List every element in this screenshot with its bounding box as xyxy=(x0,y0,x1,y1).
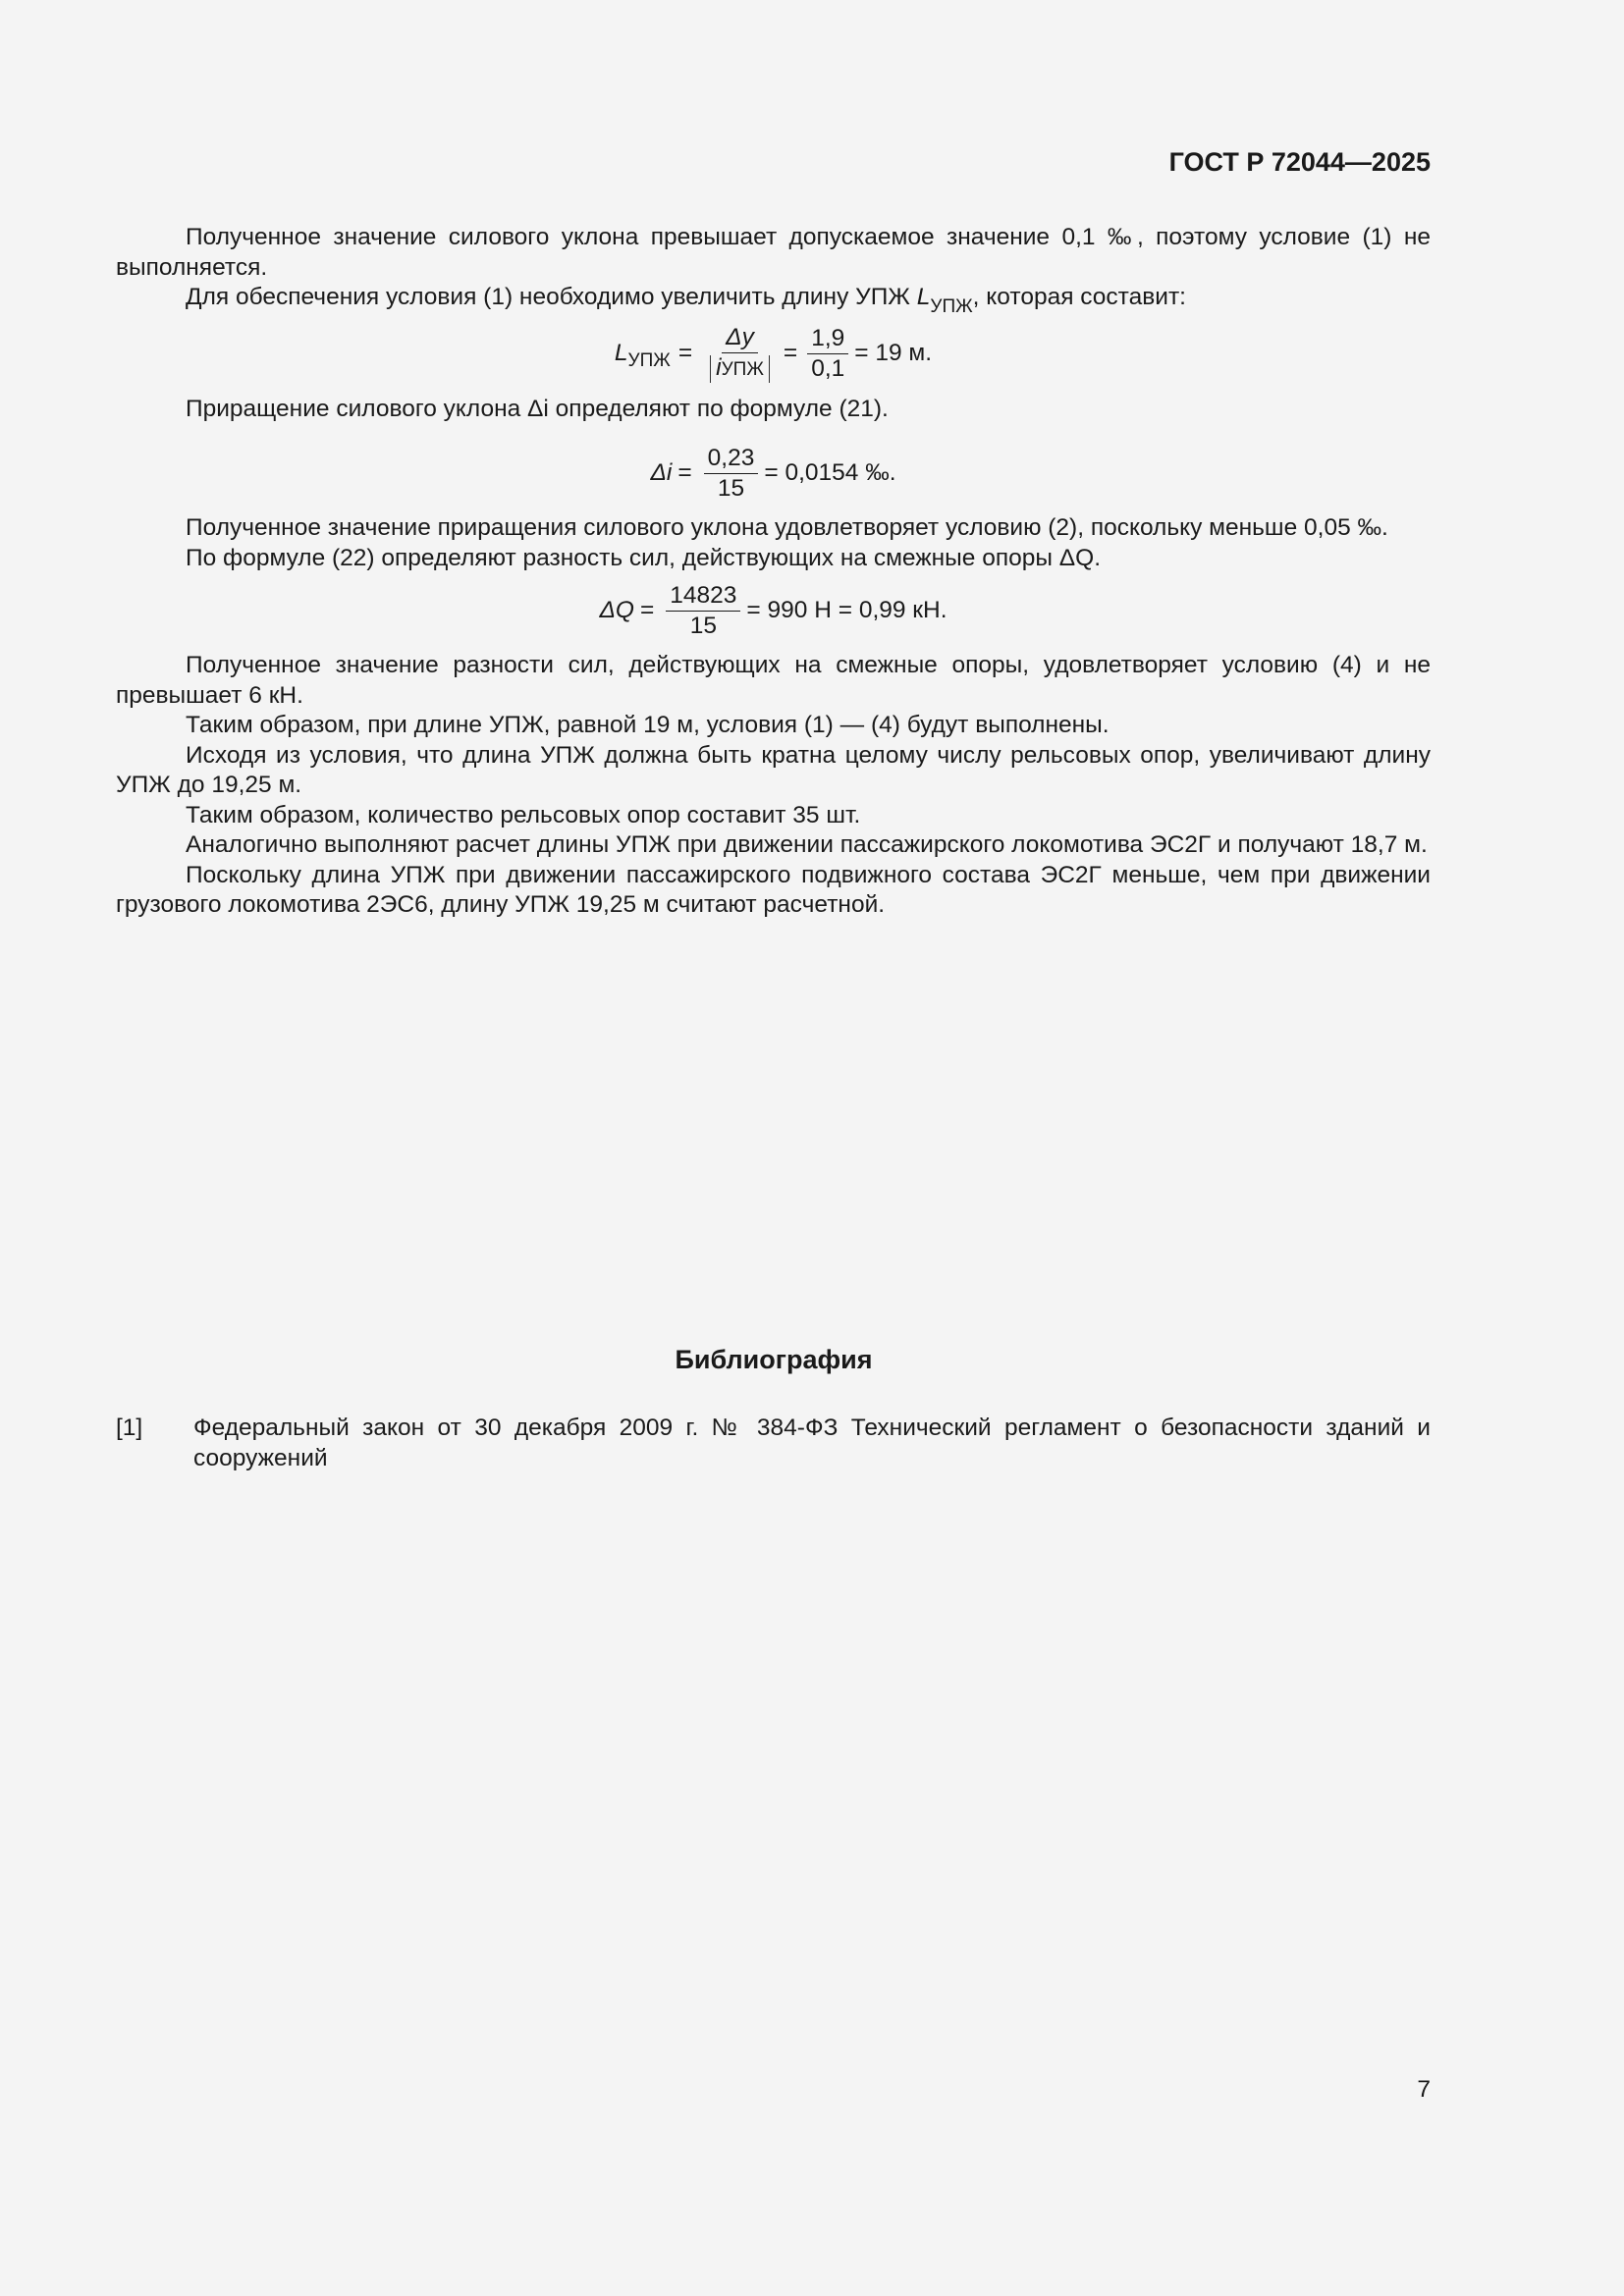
paragraph: Приращение силового уклона Δi определяют по формуле (21). xyxy=(186,395,889,422)
paragraph: Поскольку длина УПЖ при движении пассажирского подвижного состава ЭС2Г меньше, чем при движении грузового локомотива 2ЭС6, длину УПЖ 19,25 м считают расчетной. xyxy=(116,861,1431,918)
page-number: 7 xyxy=(1417,2076,1431,2103)
paragraph: Для обеспечения условия (1) необходимо увеличить длину УПЖ $L_{УПЖ}$, которая составит: xyxy=(186,284,1186,317)
main-text xyxy=(116,223,1431,921)
document-code: ГОСТ Р 72044—2025 xyxy=(1168,147,1431,177)
fraction: $\frac{\Delta y}{\text{iУПЖ}}$ xyxy=(706,325,774,383)
bibliography-entry-text: Федеральный закон от 30 декабря 2009 г. № 384-ФЗ Технический регламент о безопасности зданий и сооружений xyxy=(193,1415,1431,1471)
paragraph: Таким образом, количество рельсовых опор составит 35 шт. xyxy=(186,801,861,828)
fraction: $\frac{14823}{15}$ xyxy=(666,583,740,639)
paragraph: Аналогично выполняют расчет длины УПЖ при движении пассажирского локомотива ЭС2Г и получают 18,7 м. xyxy=(186,831,1428,858)
formula-force-difference: ΔQ = $\frac{14823}{15}$ = 990 Н = 0,99 кН. xyxy=(599,582,947,639)
fraction: $\frac{1,9}{0,1}$ xyxy=(807,326,848,382)
formula-length: L УПЖ = $\frac{\Delta y}{\text{iУПЖ}}$ = $\frac{1,9}{0,1}$ = 19 м. xyxy=(614,323,933,382)
paragraph: Полученное значение приращения силового уклона удовлетворяет условию (2), поскольку меньше 0,05 ‰. xyxy=(186,514,1388,541)
paragraph: Полученное значение разности сил, действующих на смежные опоры, удовлетворяет условию (4) и не превышает 6 кН. xyxy=(116,652,1431,709)
fraction: $\frac{0,23}{15}$ xyxy=(704,446,759,502)
paragraph: Исходя из условия, что длина УПЖ должна быть кратна целому числу рельсовых опор, увеличивают длину УПЖ до 19,25 м. xyxy=(116,741,1431,798)
paragraph: Таким образом, при длине УПЖ, равной 19 м, условия (1) — (4) будут выполнены. xyxy=(186,712,1110,738)
bibliography-title: Библиография xyxy=(675,1345,873,1374)
formula-slope-increment: Δi = $\frac{0,23}{15}$ = 0,0154 ‰. xyxy=(650,445,896,502)
paragraph: Полученное значение силового уклона превышает допускаемое значение 0,1 ‰, поэтому условие (1) не выполняется. xyxy=(116,224,1431,281)
bibliography-entry-number: [1] xyxy=(116,1415,143,1441)
paragraph: По формуле (22) определяют разность сил, действующих на смежные опоры ΔQ. xyxy=(186,544,1102,571)
bibliography-entry xyxy=(116,1414,1431,1473)
